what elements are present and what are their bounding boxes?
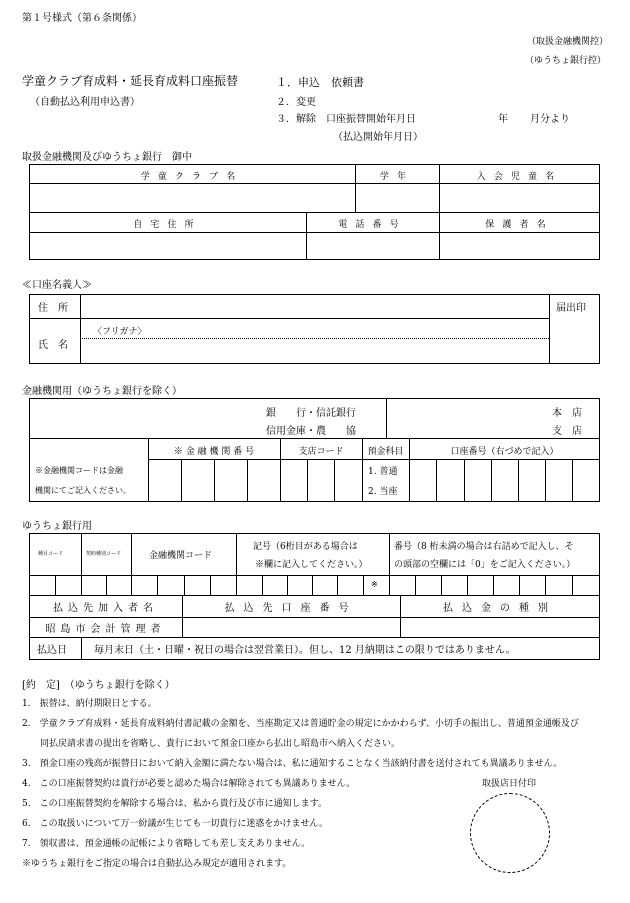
payee-account-header: 払込先口座番号 <box>224 603 358 614</box>
branch-office-label: 支 店 <box>552 426 582 437</box>
agreement-item: 同払戻請求書の提出を省略し、貴行において預金口座から払出し昭島市へ納入ください。 <box>22 739 401 749</box>
account-type-normal[interactable]: 1. 普通 <box>368 467 398 477</box>
inst-code-note-2: 機関にてご記入ください。 <box>35 486 131 495</box>
option-apply[interactable]: １．申込 依頼書 <box>276 76 364 89</box>
holder-name-label: 氏 名 <box>38 340 68 351</box>
yucho-section-title: ゆうちょ銀行用 <box>22 521 92 532</box>
holder-address-label: 住 所 <box>38 303 68 314</box>
phone-field[interactable] <box>307 234 438 259</box>
payment-kind-header: 払込金の種別 <box>443 603 557 614</box>
symbol-asterisk: ※ <box>371 580 378 589</box>
agreement-item: 5. この口座振替契約を解除する場合は、私から貴行及び市に通知します。 <box>22 799 327 809</box>
home-address-header: 自宅住所 <box>133 220 202 230</box>
guardian-field[interactable] <box>440 234 599 259</box>
symbol-header-1: 記号（6桁目がある場合は <box>253 542 358 552</box>
form-number: 第１号様式（第６条関係） <box>22 13 142 24</box>
account-holder-title: ≪口座名義人≫ <box>22 280 92 291</box>
shinkin-label: 信用金庫・農 協 <box>266 426 356 437</box>
child-name-field[interactable] <box>440 185 599 211</box>
payee-treasurer: 昭島市会計管理者 <box>45 624 166 635</box>
stamp-label: 取扱店日付印 <box>482 779 537 789</box>
start-date-note: （払込開始年月日） <box>333 132 423 143</box>
bank-trust-label: 銀 行・信託銀行 <box>266 408 356 419</box>
account-type-header: 預金科目 <box>367 447 404 457</box>
inst-code-note-1: ※金融機関コードは金融 <box>35 466 123 475</box>
guardian-header: 保護者名 <box>485 220 554 230</box>
pay-day-text: 毎月末日（土・日曜・祝日の場合は翌営業日）。但し、12 月納期はこの限りではありません。 <box>94 645 516 656</box>
grade-header: 学年 <box>379 172 415 182</box>
holder-address-field[interactable] <box>81 295 548 317</box>
phone-header: 電話番号 <box>338 220 407 230</box>
bank-name-field[interactable] <box>30 399 385 437</box>
number-header-2: の頭部の空欄には「0」をご記入ください。） <box>394 560 576 570</box>
head-office-label: 本 店 <box>552 408 582 419</box>
form-title: 学童クラブ育成料・延長育成料口座振替 <box>22 74 239 88</box>
month-unit: 月分より <box>530 114 570 125</box>
seal-label: 届出印 <box>556 303 586 314</box>
agreement-footnote: ※ゆうちょ銀行をご指定の場合は自動払込み規定が適用されます。 <box>22 859 292 869</box>
agreement-item: 3. 預金口座の残高が振替日において納入金額に満たない場合は、私に通知することなく当該納付書を送付されても異議ありません。 <box>22 759 563 769</box>
branch-name-field[interactable] <box>387 399 599 437</box>
number-header-1: 番号（8 桁未満の場合は右詰めで記入し、そ <box>394 542 574 552</box>
option-change[interactable]: ２．変更 <box>276 97 316 108</box>
club-name-header: 学童クラブ名 <box>140 172 244 182</box>
agreement-item: 4. この口座振替契約は貴行が必要と認めた場合は解除されても異議ありません。 <box>22 779 356 789</box>
year-unit: 年 <box>498 114 508 125</box>
symbol-header-2: ※欄に記入してください。） <box>255 560 368 570</box>
seal-area[interactable] <box>550 316 599 363</box>
copy-bank-label: （取扱金融機関控） <box>527 37 609 47</box>
agreement-item: 1. 振替は、納付期限日とする。 <box>22 699 157 709</box>
copy-yucho-label: （ゆうちょ銀行控） <box>525 56 607 66</box>
agreement-item: 2. 学童クラブ育成料・延長育成料納付書記載の金額を、当座勘定又は普通貯金の規定にかかわらず、小切手の振出し、普通預金通帳及び <box>22 719 579 729</box>
payee-member-header: 払込先加入者名 <box>53 603 158 614</box>
holder-name-field[interactable] <box>81 340 548 363</box>
account-number-header: 口座番号（右づめで記入） <box>450 447 559 457</box>
form-subtitle: （自動払込利用申込書） <box>30 97 140 108</box>
grade-field[interactable] <box>356 185 438 211</box>
agreement-item: 6. この取扱いについて万一紛議が生じても一切貴行に迷惑をかけません。 <box>22 819 328 829</box>
branch-code-header: 支店コード <box>298 447 344 457</box>
contract-code-header: 契約種別コード <box>86 551 122 557</box>
agreement-title: [約 定] （ゆうちょ銀行を除く） <box>22 680 175 691</box>
agreement-item: 7. 領収書は、預金通帳の記帳により省略しても差し支えありません。 <box>22 839 311 849</box>
home-address-field[interactable] <box>30 234 305 259</box>
child-name-header: 入会児童名 <box>476 172 563 182</box>
account-type-checking[interactable]: 2. 当座 <box>368 487 398 497</box>
yucho-inst-code-header: 金融機関コード <box>149 551 213 561</box>
option-cancel[interactable]: ３．解除 口座振替開始年月日 <box>276 114 416 125</box>
club-name-field[interactable] <box>30 185 354 211</box>
date-stamp-circle[interactable] <box>470 793 550 873</box>
bank-section-title: 金融機関用（ゆうちょ銀行を除く） <box>22 386 182 397</box>
addressee: 取扱金融機関及びゆうちょ銀行 御中 <box>22 152 192 163</box>
item-code-header: 種目コード <box>38 551 64 557</box>
inst-code-header: ※ 金 融 機 関 番 号 <box>173 447 255 457</box>
furigana-label: 〈フリガナ〉 <box>93 327 147 337</box>
pay-day-label: 払込日 <box>37 645 67 656</box>
